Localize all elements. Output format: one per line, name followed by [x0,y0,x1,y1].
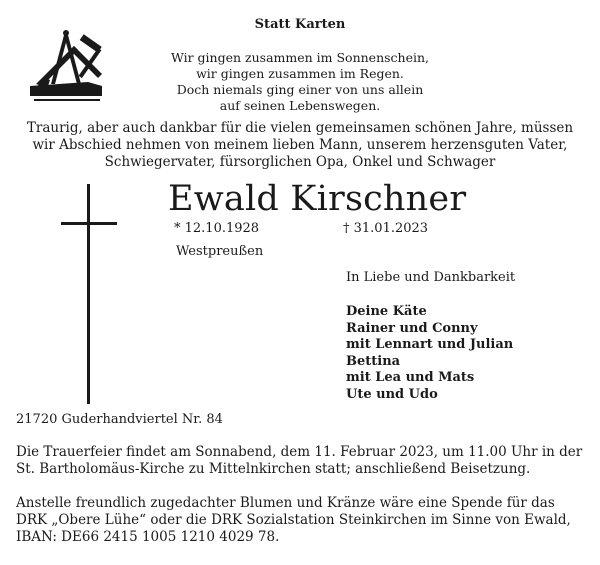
mourners-intro: In Liebe und Dankbarkeit [346,270,516,285]
header-title: Statt Karten [254,17,346,32]
funeral-line: Die Trauerfeier findet am Sonnabend, dem 11. Februar 2023, um 11.00 Uhr in der [16,444,583,460]
intro-line: wir Abschied nehmen von meinem lieben Mann, unserem herzensguten Vater, [32,137,568,153]
poem-line: Wir gingen zusammen im Sonnenschein, [170,50,430,65]
mourner-name: Rainer und Conny [346,320,478,336]
cross-vertical-bar [87,184,90,404]
poem-line: wir gingen zusammen im Regen. [196,66,404,81]
poem-line: auf seinen Lebenswegen. [219,98,381,113]
intro-line: Traurig, aber auch dankbar für die vielen gemeinsamen schönen Jahre, müssen [26,120,574,136]
donation-line: DRK „Obere Lühe“ oder die DRK Sozialstation Steinkirchen im Sinne von Ewald, [16,512,571,528]
donation-info [16,495,586,546]
poem-line: Doch niemals ging einer von uns allein [176,82,424,97]
donation-line: IBAN: DE66 2415 1005 1210 4029 78. [16,529,280,545]
intro-text [0,120,600,171]
deceased-name: Ewald Kirschner [168,179,467,219]
death-date: † 31.01.2023 [343,221,429,236]
funeral-info [16,444,586,478]
birth-date: * 12.10.1928 [174,221,260,236]
mourner-name: Ute und Udo [346,386,438,402]
donation-line: Anstelle freundlich zugedachter Blumen und Kränze wäre eine Spende für das [16,495,555,511]
address: 21720 Guderhandviertel Nr. 84 [16,412,223,427]
mourner-name: mit Lea und Mats [346,370,475,385]
funeral-line: St. Bartholomäus-Kirche zu Mittelnkirchen statt; anschließend Beisetzung. [16,461,531,477]
mourner-name: Deine Käte [346,304,427,319]
origin: Westpreußen [176,244,264,259]
carpenter-tools-icon [28,26,104,102]
mourner-name: mit Lennart und Julian [346,337,514,352]
poem [150,50,450,114]
mourner-name: Bettina [346,353,401,369]
intro-line: Schwiegervater, fürsorglichen Opa, Onkel und Schwager [104,154,496,170]
mourners-list [346,304,513,403]
cross-horizontal-bar [61,222,117,225]
